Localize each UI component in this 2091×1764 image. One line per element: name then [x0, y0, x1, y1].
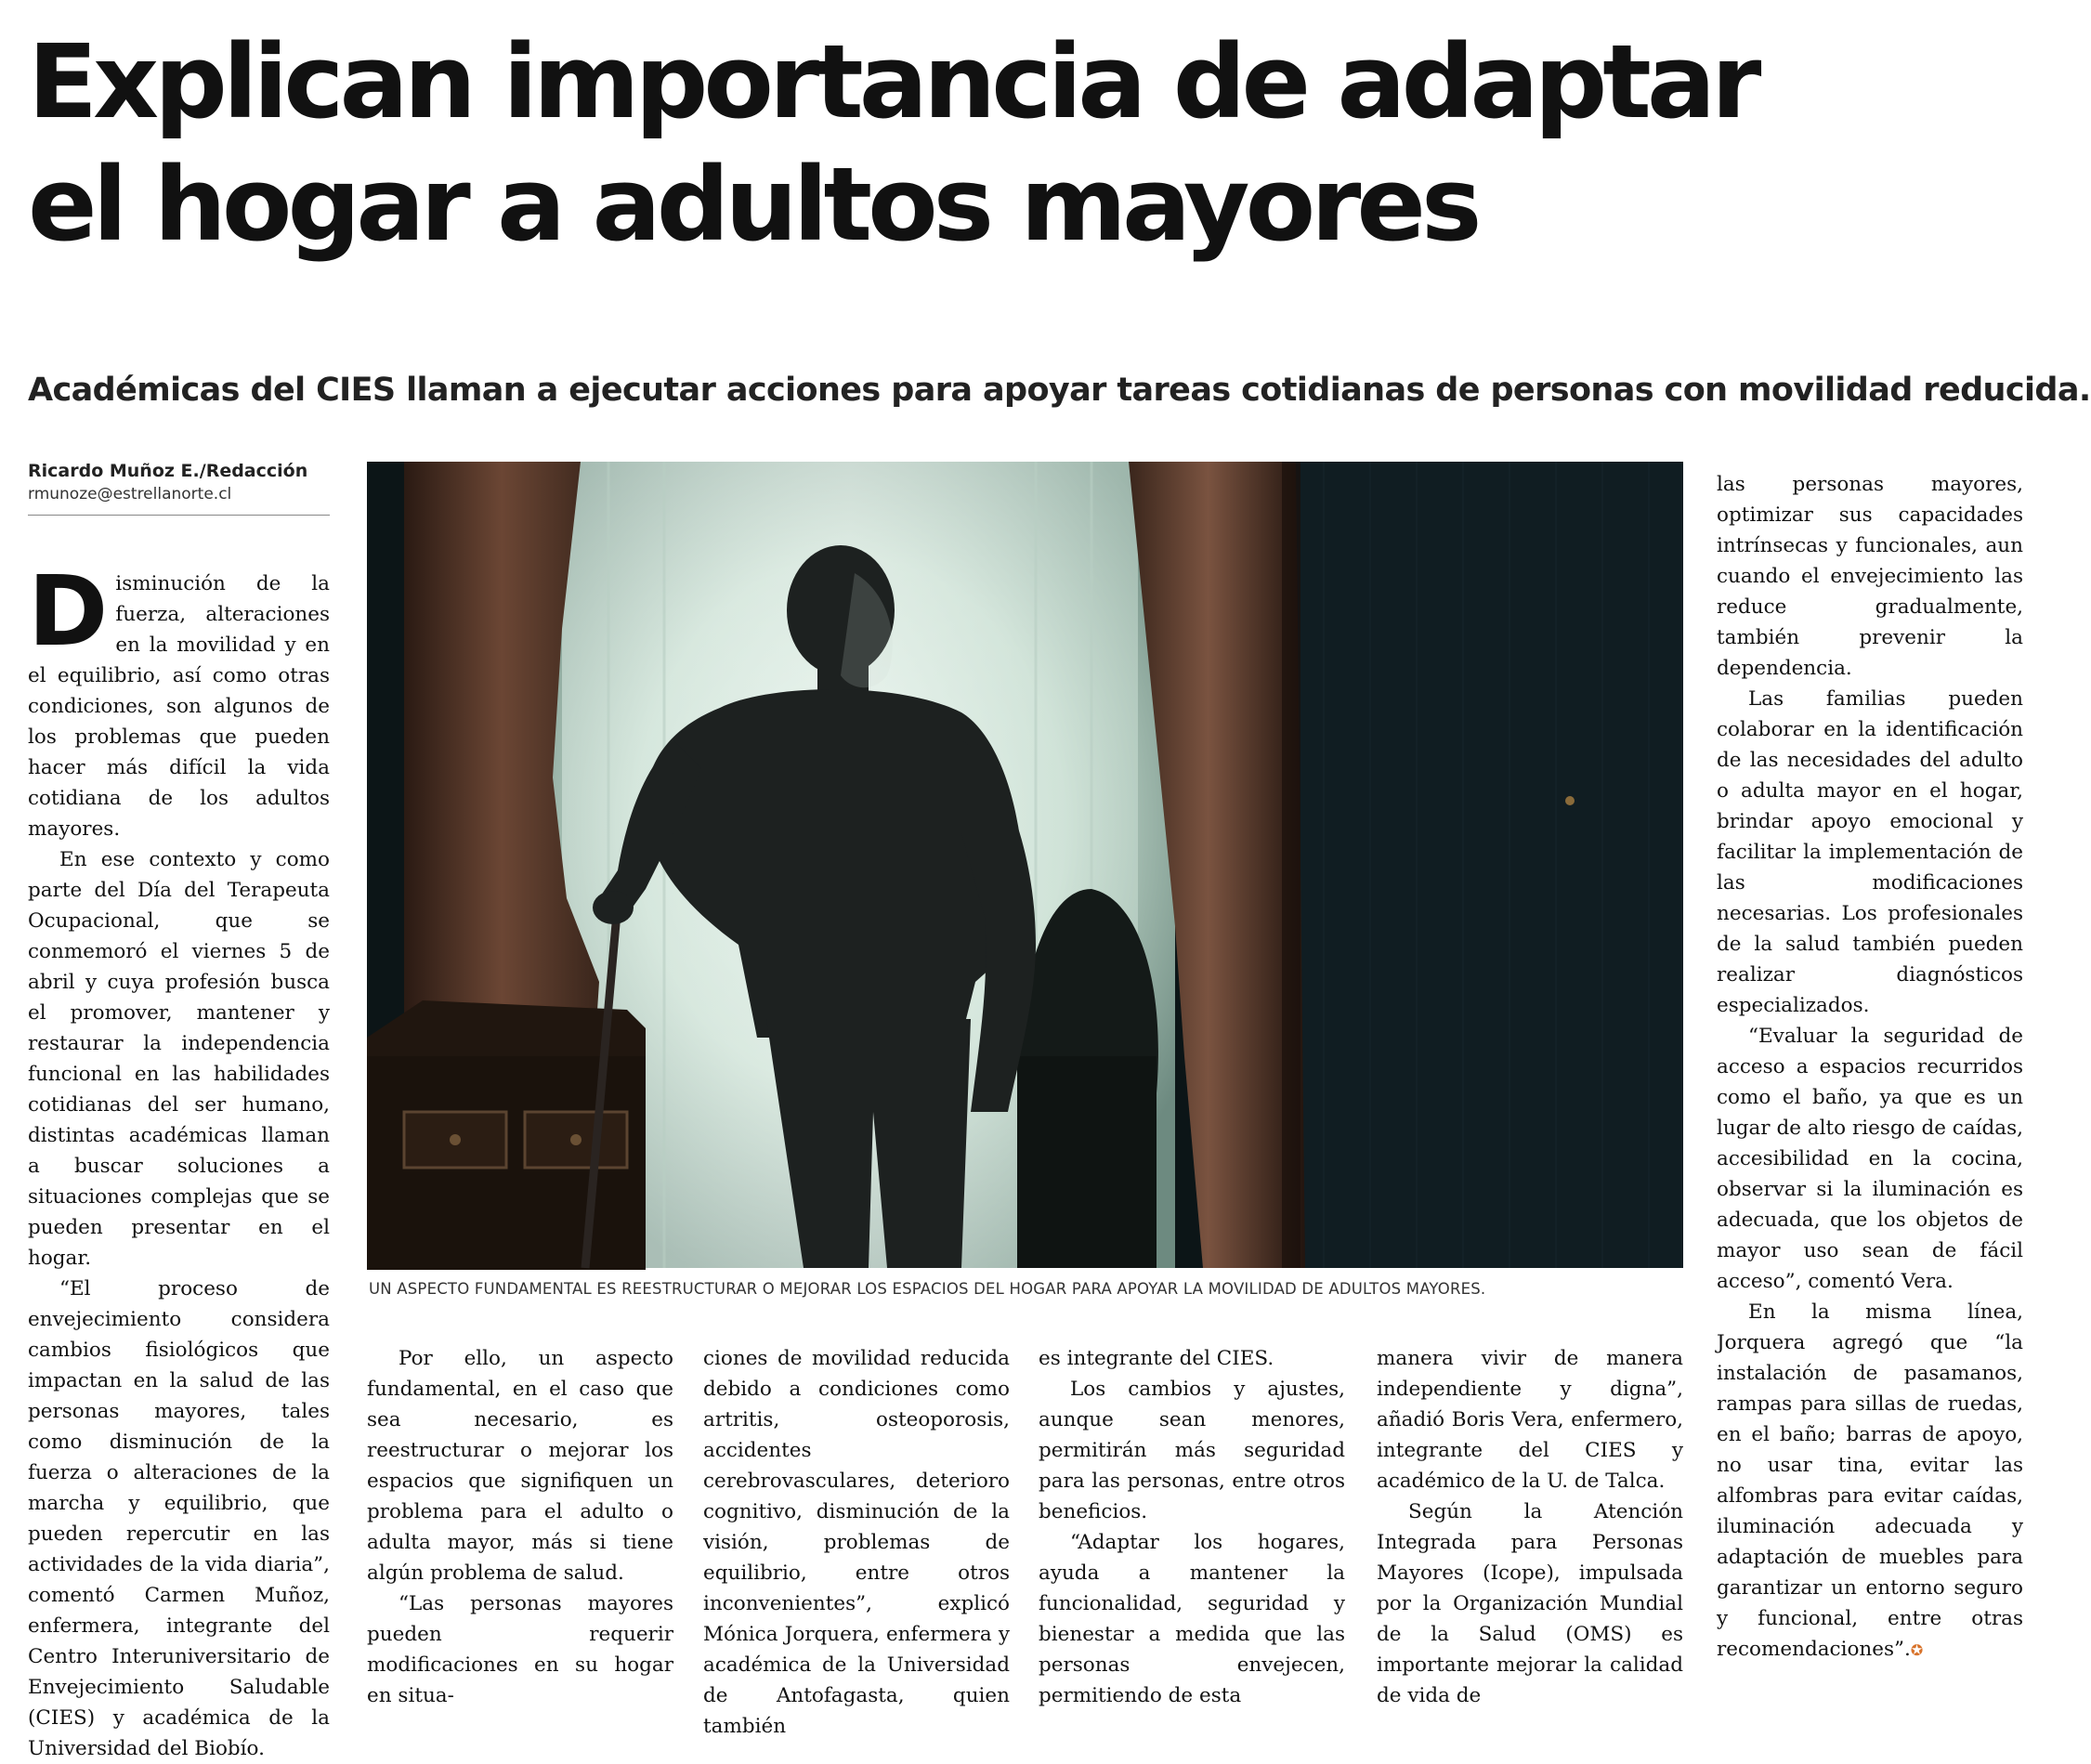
paragraph: las personas mayores, optimizar sus capacidades intrínsecas y funcionales, aun cuando el envejecimiento las reduce gradualmente, también prevenir la dependencia. — [1717, 473, 2023, 680]
headline — [28, 20, 2025, 266]
end-mark-icon: ✪ — [1910, 1641, 1924, 1659]
paragraph: Según la Atención Integrada para Personas Mayores (Icope), impulsada por la Organización Mundial de la Salud (OMS) es importante mejorar la calidad de vida de — [1377, 1500, 1683, 1707]
paragraph: ciones de movilidad reducida debido a condiciones como artritis, osteoporosis, accidentes cerebrovasculares, deterioro cognitivo, disminución de la visión, problemas de equilibrio, entre otros inconvenientes”, explicó Mónica Jorquera, enfermera y académica de la Universidad de Antofagasta, quien también — [703, 1347, 1010, 1738]
column-6 — [1717, 469, 2023, 1705]
elderly-man-at-window-photo — [367, 462, 1683, 1268]
byline-email: rmunoze@estrellanorte.cl — [28, 485, 232, 503]
paragraph: es integrante del CIES. — [1039, 1347, 1274, 1370]
paragraph: En ese contexto y como parte del Día del Terapeuta Ocupacional, que se conmemoró el viernes 5 de abril y cuya profesión busca el promover, mantener y restaurar la independencia funcional en las habilidades cotidianas del ser humano, distintas académicas llaman a buscar soluciones a situaciones complejas que se pueden presentar en el hogar. — [28, 848, 330, 1270]
paragraph: “Las personas mayores pueden requerir modificaciones en su hogar en situa- — [367, 1592, 673, 1707]
byline — [28, 461, 330, 516]
drop-cap: D — [28, 555, 109, 668]
paragraph: Los cambios y ajustes, aunque sean menores, permitirán más seguridad para las personas, entre otros beneficios. — [1039, 1378, 1345, 1523]
column-5 — [1377, 1343, 1683, 1705]
paragraph: En la misma línea, Jorquera agregó que “la instalación de pasamanos, rampas para sillas de ruedas, en el baño; barras de apoyo, no usar tina, evitar las alfombras para evitar caídas, iluminación adecuada y adaptación de muebles para garantizar un entorno seguro y funcional, entre otras recomendaciones”.✪ — [1717, 1300, 2023, 1661]
photo-caption: UN ASPECTO FUNDAMENTAL ES REESTRUCTURAR O MEJORAR LOS ESPACIOS DEL HOGAR PARA APOYAR LA MOVILIDAD DE ADULTOS MAYORES. — [369, 1280, 1486, 1298]
column-3 — [703, 1343, 1010, 1738]
headline-line-2: el hogar a adultos mayores — [28, 145, 1478, 264]
paragraph: Por ello, un aspecto fundamental, en el caso que sea necesario, es reestructurar o mejorar los espacios que signifiquen un problema para el adulto o adulta mayor, más si tiene algún problema de salud. — [367, 1347, 673, 1585]
byline-author: Ricardo Muñoz E./Redacción — [28, 461, 308, 481]
column-1 — [28, 555, 330, 1760]
paragraph: “Evaluar la seguridad de acceso a espacios recurridos como el baño, ya que es un lugar de alto riesgo de caídas, accesibilidad en la cocina, observar si la iluminación es adecuada, que los objetos de mayor uso sean de fácil acceso”, comentó Vera. — [1717, 1025, 2023, 1293]
paragraph: Las familias pueden colaborar en la identificación de las necesidades del adulto o adulta mayor en el hogar, brindar apoyo emocional y facilitar la implementación de las modificaciones necesarias. Los profesionales de la salud también pueden realizar diagnósticos especializados. — [1717, 687, 2023, 1017]
column-4 — [1039, 1343, 1345, 1705]
subheadline: Académicas del CIES llaman a ejecutar acciones para apoyar tareas cotidianas de personas con movilidad reducida. — [28, 372, 2091, 409]
paragraph: manera vivir de manera independiente y digna”, añadió Boris Vera, enfermero, integrante del CIES y académico de la U. de Talca. — [1377, 1347, 1683, 1493]
paragraph: “El proceso de envejecimiento considera cambios fisiológicos que impactan en la salud de las personas mayores, tales como disminución de la fuerza o alteraciones de la marcha y equilibrio, que pueden repercutir en las actividades de la vida diaria”, comentó Carmen Muñoz, enfermera, integrante del Centro Interuniversitario de Envejecimiento Saludable (CIES) y académica de la Universidad del Biobío. — [28, 1277, 330, 1760]
column-2 — [367, 1343, 673, 1705]
paragraph: “Adaptar los hogares, ayuda a mantener la funcionalidad, seguridad y bienestar a medida que las personas envejecen, permitiendo de esta — [1039, 1531, 1345, 1707]
paragraph: Disminución de la fuerza, alteraciones en la movilidad y en el equilibrio, así como otras condiciones, son algunos de los problemas que pueden hacer más difícil la vida cotidiana de los adultos mayores. — [28, 555, 330, 841]
headline-line-1: Explican importancia de adaptar — [28, 22, 1758, 141]
article-photo — [367, 462, 1683, 1268]
